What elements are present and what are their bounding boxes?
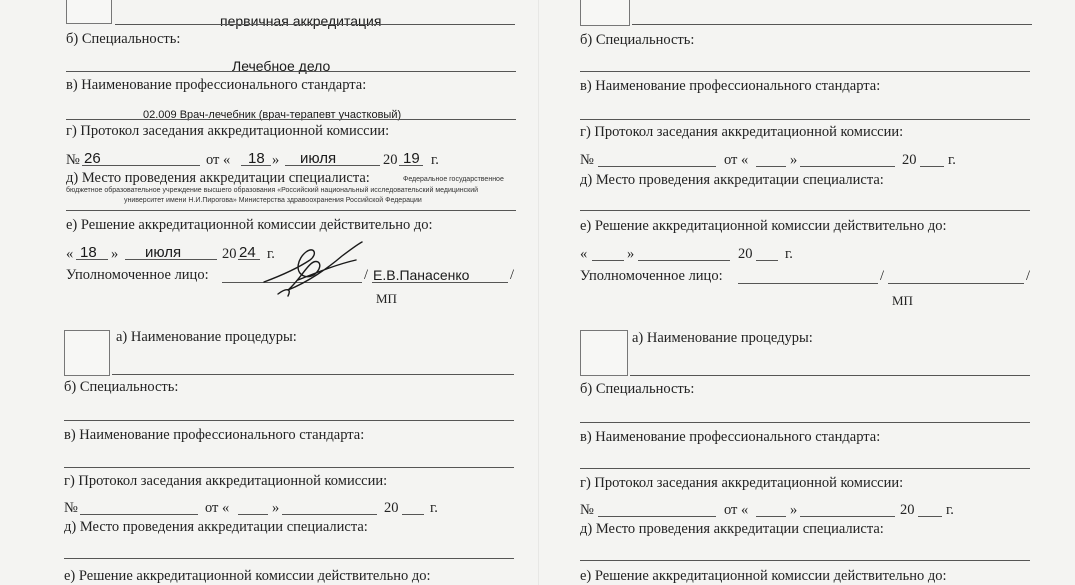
protocol-year-suffix-right: г. bbox=[948, 152, 956, 168]
authorized-name: Е.В.Панасенко bbox=[373, 267, 470, 283]
protocol-day-line-bottom bbox=[238, 514, 268, 515]
specialty-line-bottom-right bbox=[580, 422, 1030, 423]
specialty-label-right: б) Специальность: bbox=[580, 32, 695, 48]
protocol-number-line bbox=[82, 165, 200, 166]
authorized-name-line-right bbox=[888, 283, 1024, 284]
standard-label-bottom: в) Наименование профессионального стандарта: bbox=[64, 427, 365, 443]
protocol-from-right: от « bbox=[724, 152, 749, 168]
decision-close: » bbox=[111, 246, 119, 262]
protocol-from-bottom: от « bbox=[205, 500, 230, 516]
place-value-line-2: бюджетное образовательное учреждение высшего образования «Российский национальный исследовательский медицинский bbox=[66, 187, 479, 194]
protocol-number-line-bottom-right bbox=[598, 516, 716, 517]
procedure-label-bottom: а) Наименование процедуры: bbox=[116, 329, 297, 345]
procedure-checkbox-right bbox=[580, 0, 630, 26]
protocol-year-suffix-bottom: г. bbox=[430, 500, 438, 516]
protocol-label-bottom: г) Протокол заседания аккредитационной комиссии: bbox=[64, 473, 388, 489]
decision-day-line-right bbox=[592, 260, 624, 261]
decision-year-suffix: г. bbox=[267, 246, 275, 262]
protocol-no-prefix-bottom: № bbox=[64, 500, 78, 516]
authorized-label-right: Уполномоченное лицо: bbox=[580, 268, 723, 284]
place-line-bottom bbox=[64, 558, 514, 559]
place-line-bottom-right bbox=[580, 560, 1030, 561]
authorized-slash-1: / bbox=[364, 267, 369, 283]
stamp-place-mp-right: МП bbox=[892, 293, 913, 308]
specialty-label: б) Специальность: bbox=[66, 31, 181, 47]
protocol-month-line bbox=[285, 165, 380, 166]
protocol-year-prefix-bottom: 20 bbox=[384, 500, 399, 516]
procedure-checkbox bbox=[66, 0, 112, 24]
specialty-line-right bbox=[580, 71, 1030, 72]
procedure-line-right bbox=[632, 24, 1032, 25]
procedure-value: первичная аккредитация bbox=[220, 13, 382, 29]
decision-year-suffix-right: г. bbox=[785, 246, 793, 262]
place-label-bottom-right: д) Место проведения аккредитации специалиста: bbox=[580, 521, 884, 537]
protocol-no-prefix-bottom-right: № bbox=[580, 502, 594, 518]
protocol-day-close-bottom: » bbox=[272, 500, 280, 516]
protocol-day-line-right bbox=[756, 166, 786, 167]
standard-line bbox=[66, 119, 516, 120]
standard-label-right: в) Наименование профессионального стандарта: bbox=[580, 78, 881, 94]
decision-label-bottom: е) Решение аккредитационной комиссии действительно до: bbox=[64, 568, 431, 584]
protocol-year-prefix-bottom-right: 20 bbox=[900, 502, 915, 518]
standard-label: в) Наименование профессионального стандарта: bbox=[66, 77, 367, 93]
protocol-number-line-right bbox=[598, 166, 716, 167]
procedure-label-bottom-right: а) Наименование процедуры: bbox=[632, 330, 813, 346]
protocol-no-prefix-right: № bbox=[580, 152, 594, 168]
authorized-slash-2: / bbox=[510, 267, 515, 283]
specialty-label-bottom: б) Специальность: bbox=[64, 379, 179, 395]
signature-image bbox=[258, 238, 368, 304]
place-value-line-3: университет имени Н.И.Пирогова» Министерства здравоохранения Российской Федерации bbox=[124, 197, 422, 204]
procedure-checkbox-bottom bbox=[64, 330, 110, 376]
protocol-day: 18 bbox=[248, 150, 265, 167]
protocol-year-line-right bbox=[920, 166, 944, 167]
standard-line-bottom bbox=[64, 467, 514, 468]
protocol-year-line bbox=[399, 165, 423, 166]
standard-line-right bbox=[580, 119, 1030, 120]
decision-label-right: е) Решение аккредитационной комиссии действительно до: bbox=[580, 218, 947, 234]
protocol-year-suffix-bottom-right: г. bbox=[946, 502, 954, 518]
protocol-number-line-bottom bbox=[80, 514, 198, 515]
decision-open: « bbox=[66, 246, 74, 262]
decision-close-right: » bbox=[627, 246, 635, 262]
decision-year-prefix: 20 bbox=[222, 246, 237, 262]
protocol-label-bottom-right: г) Протокол заседания аккредитационной комиссии: bbox=[580, 475, 904, 491]
protocol-no-prefix: № bbox=[66, 152, 80, 168]
decision-year: 24 bbox=[239, 244, 256, 261]
decision-year-prefix-right: 20 bbox=[738, 246, 753, 262]
decision-year-line bbox=[238, 259, 260, 260]
protocol-year-prefix-right: 20 bbox=[902, 152, 917, 168]
decision-label-bottom-right: е) Решение аккредитационной комиссии действительно до: bbox=[580, 568, 947, 584]
stamp-place-mp: МП bbox=[376, 291, 397, 306]
authorized-label: Уполномоченное лицо: bbox=[66, 267, 209, 283]
procedure-line bbox=[115, 24, 515, 25]
protocol-month-line-bottom bbox=[282, 514, 377, 515]
specialty-line bbox=[66, 71, 516, 72]
signature-line-right bbox=[738, 283, 878, 284]
specialty-value: Лечебное дело bbox=[232, 58, 331, 74]
decision-day: 18 bbox=[80, 244, 97, 261]
protocol-from: от « bbox=[206, 152, 231, 168]
protocol-day-line-bottom-right bbox=[756, 516, 786, 517]
protocol-day-line bbox=[241, 165, 271, 166]
protocol-year-prefix: 20 bbox=[383, 152, 398, 168]
decision-day-line bbox=[76, 259, 108, 260]
procedure-line-bottom bbox=[112, 374, 514, 375]
authorized-slash-2-right: / bbox=[1026, 268, 1031, 284]
procedure-checkbox-bottom-right bbox=[580, 330, 628, 376]
place-line-right bbox=[580, 210, 1030, 211]
authorized-slash-1-right: / bbox=[880, 268, 885, 284]
protocol-day-close-right: » bbox=[790, 152, 798, 168]
specialty-line-bottom bbox=[64, 420, 514, 421]
decision-year-line-right bbox=[756, 260, 778, 261]
protocol-day-close: » bbox=[272, 152, 280, 168]
decision-month: июля bbox=[145, 244, 182, 261]
protocol-year-suffix: г. bbox=[431, 152, 439, 168]
place-label-bottom: д) Место проведения аккредитации специалиста: bbox=[64, 519, 368, 535]
standard-value: 02.009 Врач-лечебник (врач-терапевт участковый) bbox=[143, 109, 402, 121]
decision-open-right: « bbox=[580, 246, 588, 262]
specialty-label-bottom-right: б) Специальность: bbox=[580, 381, 695, 397]
protocol-month-line-bottom-right bbox=[800, 516, 895, 517]
protocol-label-right: г) Протокол заседания аккредитационной комиссии: bbox=[580, 124, 904, 140]
place-label-right: д) Место проведения аккредитации специалиста: bbox=[580, 172, 884, 188]
protocol-year-line-bottom bbox=[402, 514, 424, 515]
decision-label: е) Решение аккредитационной комиссии действительно до: bbox=[66, 217, 433, 233]
page-fold bbox=[538, 0, 539, 585]
authorized-name-line bbox=[372, 282, 508, 283]
protocol-year-line-bottom-right bbox=[918, 516, 942, 517]
standard-line-bottom-right bbox=[580, 468, 1030, 469]
protocol-month-line-right bbox=[800, 166, 895, 167]
protocol-number: 26 bbox=[84, 150, 101, 167]
procedure-line-bottom-right bbox=[630, 375, 1030, 376]
protocol-label: г) Протокол заседания аккредитационной комиссии: bbox=[66, 123, 390, 139]
place-value-line-1: Федеральное государственное bbox=[403, 176, 504, 183]
protocol-month: июля bbox=[300, 150, 337, 167]
place-line bbox=[66, 210, 516, 211]
protocol-day-close-bottom-right: » bbox=[790, 502, 798, 518]
decision-month-line bbox=[125, 259, 217, 260]
protocol-from-bottom-right: от « bbox=[724, 502, 749, 518]
decision-month-line-right bbox=[638, 260, 730, 261]
standard-label-bottom-right: в) Наименование профессионального стандарта: bbox=[580, 429, 881, 445]
protocol-year: 19 bbox=[403, 150, 420, 167]
place-label: д) Место проведения аккредитации специалиста: bbox=[66, 170, 370, 186]
